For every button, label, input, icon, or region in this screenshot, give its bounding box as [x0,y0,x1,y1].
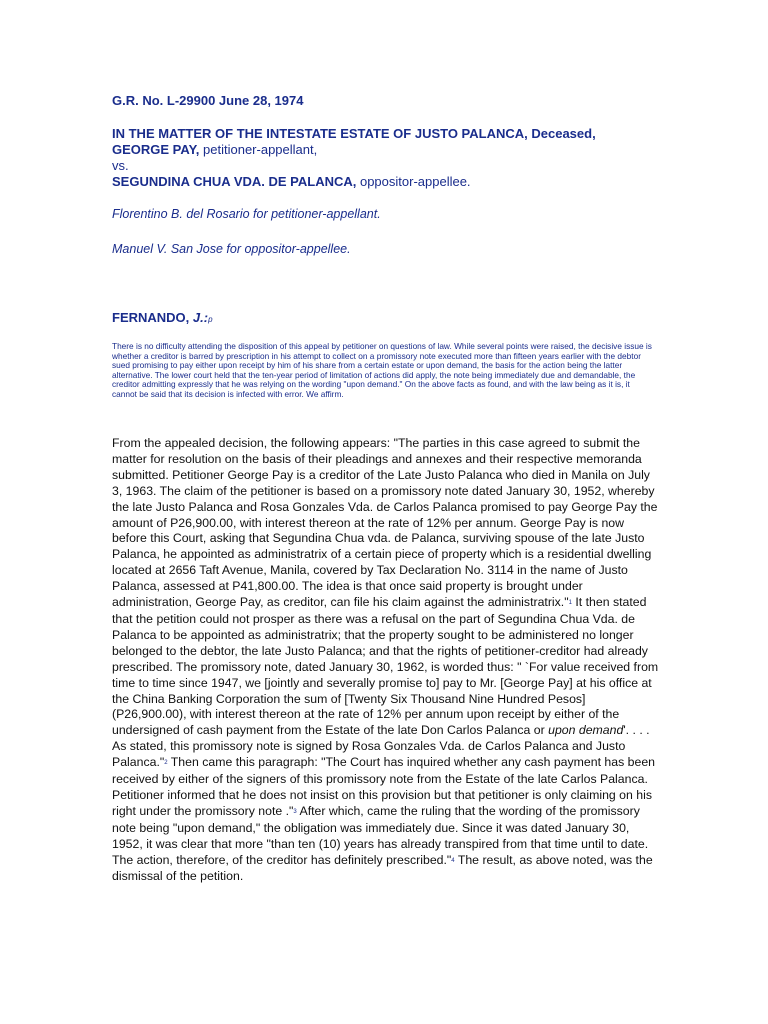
matter-suffix: Deceased, [527,126,596,141]
body-text-4: Then came this paragraph: "The Court has inquired whether any cash payment has been received by either of the signers of this promissory note from the Estate of the late Carlos Palanca. Petitioner informed that he does not insist on this provision but that petitioner is only claiming on his right under the promissory note ." [112,755,655,818]
decision-body [112,436,660,885]
body-text-1: From the appealed decision, the following appears: "The parties in this case agreed to submit the matter for resolution on the basis of their pleadings and annexes and their respective memoranda submitted. Petitioner George Pay is a creditor of the Late Justo Palanca who died in Manila on July 3, 1963. The claim of the petitioner is based on a promissory note dated January 30, 1952, whereby the late Justo Palanca and Rosa Gonzales Vda. de Carlos Palanca promised to pay George Pay the amount of P26,900.00, with interest thereon at the rate of 12% per annum. George Pay is now before this Court, asking that Segundina Chua vda. de Palanca, surviving spouse of the late Justo Palanca, he appointed as administratrix of a certain piece of property which is a residential dwelling located at 2656 Taft Avenue, Manila, covered by Tax Declaration No. 3114 in the name of Justo Palanca, assessed at P41,800.00. The idea is that once said property is brought under administration, George Pay, as creditor, can file his claim against the administratrix." [112,436,658,610]
ponente-name: FERNANDO, [112,310,193,325]
oppositor-role: oppositor-appellee. [356,174,471,189]
body-text-2: It then stated that the petition could not prosper as there was a refusal on the part of Segundina Chua Vda. de Palanca to be appointed as administratrix; that the property sought to be administered no longer belonged to the debtor, the late Justo Palanca; and that the rights of petitioner-creditor had already prescribed. The promissory note, dated January 30, 1962, is worded thus: " `For value received from time to time since 1947, we [jointly and severally promise to] pay to Mr. [George Pay] at his office at the China Banking Corporation the sum of [Twenty Six Thousand Nine Hundred Pesos] (P26,900.00), with interest thereon at the rate of 12% per annum upon receipt by either of the undersigned of cash payment from the Estate of the late Don Carlos Palanca or [112,595,659,738]
ponente-title: J.: [192,310,209,325]
footnote-link-3[interactable]: 3 [293,808,297,815]
syllabus: There is no difficulty attending the disposition of this appeal by petitioner on questions of law. While several points were raised, the decisive issue is whether a creditor is barred by prescription in his attempt to collect on a promissory note executed more than fifteen years earlier with the debtor sued promising to pay either upon receipt by him of his share from a certain estate or upon demand, the basis for the action being the latter alternative. The lower court held that the ten-year period of limitation of actions did apply, the note being immediately due and demandable, the creditor admitting expressly that he was relying on the wording "upon demand." On the above facts as found, and with the law being as it is, it cannot be said that its decision is infected with error. We affirm. [112,341,652,399]
body-text-5: After which, came the ruling that the wording of the promissory note being "upon demand," the obligation was immediately due. Since it was dated January 30, 1952, it was clear that more "than ten (10) years has already transpired from that time until to date. The action, therefore, of the creditor has definitely prescribed." [112,803,649,867]
ponente [112,310,213,325]
oppositor-name: SEGUNDINA CHUA VDA. DE PALANCA, [112,174,357,189]
petitioner-role: petitioner-appellant, [199,142,318,157]
matter-title: IN THE MATTER OF THE INTESTATE ESTATE OF JUSTO PALANCA, [112,126,528,141]
caption-line-petitioner [112,142,596,158]
body-text-3: '. . . . As stated, this promissory note is signed by Rosa Gonzales Vda. de Carlos Palanca and Justo Palanca." [112,723,650,770]
body-text-6: The result, as above noted, was the dismissal of the petition. [112,852,653,884]
caption-versus: vs. [112,158,129,173]
footnote-link-1[interactable]: 1 [568,600,572,607]
body-emphasis: upon demand [548,723,624,738]
petitioner-name: GEORGE PAY, [112,142,200,157]
footnote-link-4[interactable]: 4 [451,857,455,864]
caption-line-matter [112,126,596,142]
ponente-mark: p [208,315,213,324]
case-caption [112,126,596,190]
counsel-oppositor: Manuel V. San Jose for oppositor-appellee. [112,242,351,256]
case-number: G.R. No. L-29900 June 28, 1974 [112,93,304,108]
caption-line-oppositor [112,174,596,190]
counsel-petitioner: Florentino B. del Rosario for petitioner-appellant. [112,207,381,221]
footnote-link-2[interactable]: 2 [164,760,168,767]
